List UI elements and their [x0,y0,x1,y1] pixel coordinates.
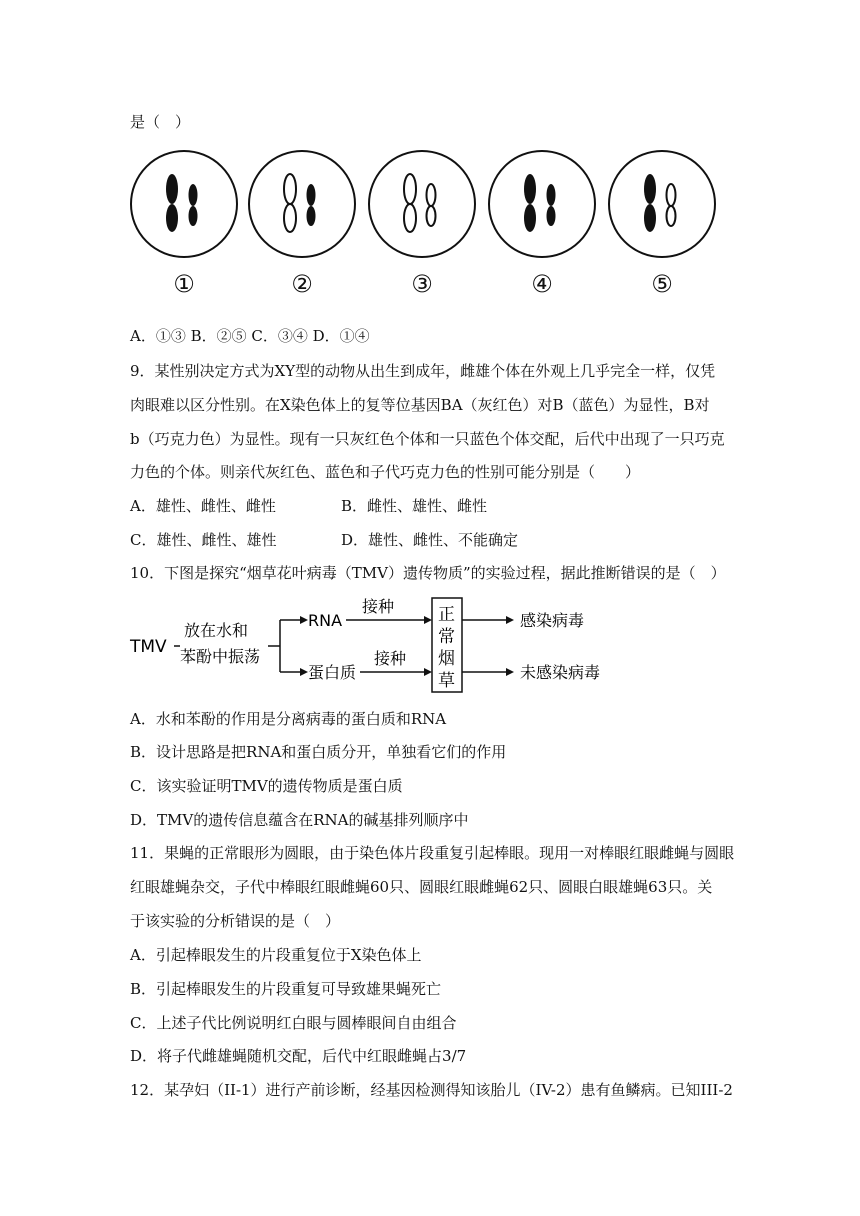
flow-protein-label: 蛋白质 [308,663,357,682]
q11-option-a: A．引起棒眼发生的片段重复位于X染色体上 [130,946,422,964]
cell-diagram-2 [248,150,356,258]
chromosome-pair-2 [250,152,354,256]
flow-result-uninfected: 未感染病毒 [520,663,601,682]
cell-diagram-5 [608,150,716,258]
flow-plant-char-4: 草 [438,671,455,691]
q10-option-d: D．TMV的遗传信息蕴含在RNA的碱基排列顺序中 [130,811,469,829]
tmv-experiment-flow-diagram [128,596,628,696]
flow-process-line2: 苯酚中振荡 [180,647,261,666]
q9-option-c: C．雄性、雌性、雄性 [130,531,277,549]
flow-plant-char-3: 烟 [438,649,455,669]
q8-options: A．①③ B．②⑤ C．③④ D．①④ [130,327,370,345]
q10-option-b: B．设计思路是把RNA和蛋白质分开，单独看它们的作用 [130,743,507,761]
q8-stem-tail: 是（ ） [130,113,191,131]
flow-inoculate-bottom: 接种 [374,649,407,668]
chromosome-cell-diagrams [128,148,728,308]
q9-option-a: A．雄性、雌性、雌性 [130,497,276,515]
q11-option-b: B．引起棒眼发生的片段重复可导致雄果蝇死亡 [130,980,442,998]
cell-label-1: ① [173,270,195,298]
q10-option-a: A．水和苯酚的作用是分离病毒的蛋白质和RNA [130,710,447,728]
flow-plant-char-1: 正 [438,605,455,625]
cell-label-3: ③ [411,270,433,298]
q9-stem-line-3: b（巧克力色）为显性。现有一只灰红色个体和一只蓝色个体交配，后代中出现了一只巧克 [130,430,725,448]
cell-diagram-1 [130,150,238,258]
flow-rna-label: RNA [308,611,343,630]
flow-plant-char-2: 常 [438,627,455,647]
cell-label-5: ⑤ [651,270,673,298]
q12-stem-line-1: 12．某孕妇（II-1）进行产前诊断，经基因检测得知该胎儿（IV-2）患有鱼鳞病。已知III-2 [130,1081,733,1099]
q10-option-c: C．该实验证明TMV的遗传物质是蛋白质 [130,777,403,795]
q11-option-c: C．上述子代比例说明红白眼与圆棒眼间自由组合 [130,1014,457,1032]
flow-inoculate-top: 接种 [362,597,395,616]
q9-option-b: B．雌性、雄性、雌性 [341,497,488,515]
cell-label-4: ④ [531,270,553,298]
flow-source-tmv: TMV [130,637,167,657]
q9-option-d: D．雄性、雌性、不能确定 [341,531,519,549]
q11-stem-line-1: 11．果蝇的正常眼形为圆眼，由于染色体片段重复引起棒眼。现用一对棒眼红眼雌蝇与圆眼 [130,844,735,862]
chromosome-pair-1 [132,152,236,256]
chromosome-pair-3 [370,152,474,256]
cell-label-2: ② [291,270,313,298]
q11-option-d: D．将子代雌雄蝇随机交配，后代中红眼雌蝇占3/7 [130,1047,467,1065]
q9-stem-line-4: 力色的个体。则亲代灰红色、蓝色和子代巧克力色的性别可能分别是（ ） [130,463,641,481]
q9-stem-line-2: 肉眼难以区分性别。在X染色体上的复等位基因BA（灰红色）对B（蓝色）为显性，B对 [130,396,710,414]
cell-diagram-4 [488,150,596,258]
q11-stem-line-2: 红眼雄蝇杂交，子代中棒眼红眼雌蝇60只、圆眼红眼雌蝇62只、圆眼白眼雄蝇63只。关 [130,878,713,896]
cell-diagram-3 [368,150,476,258]
chromosome-pair-4 [490,152,594,256]
q10-stem: 10．下图是探究“烟草花叶病毒（TMV）遗传物质”的实验过程，据此推断错误的是（ ） [130,564,726,582]
q11-stem-line-3: 于该实验的分析错误的是（ ） [130,912,341,930]
q9-stem-line-1: 9．某性别决定方式为XY型的动物从出生到成年，雌雄个体在外观上几乎完全一样，仅凭 [130,362,716,380]
chromosome-pair-5 [610,152,714,256]
flow-process-line1: 放在水和 [184,621,249,640]
flow-result-infected: 感染病毒 [520,611,585,630]
